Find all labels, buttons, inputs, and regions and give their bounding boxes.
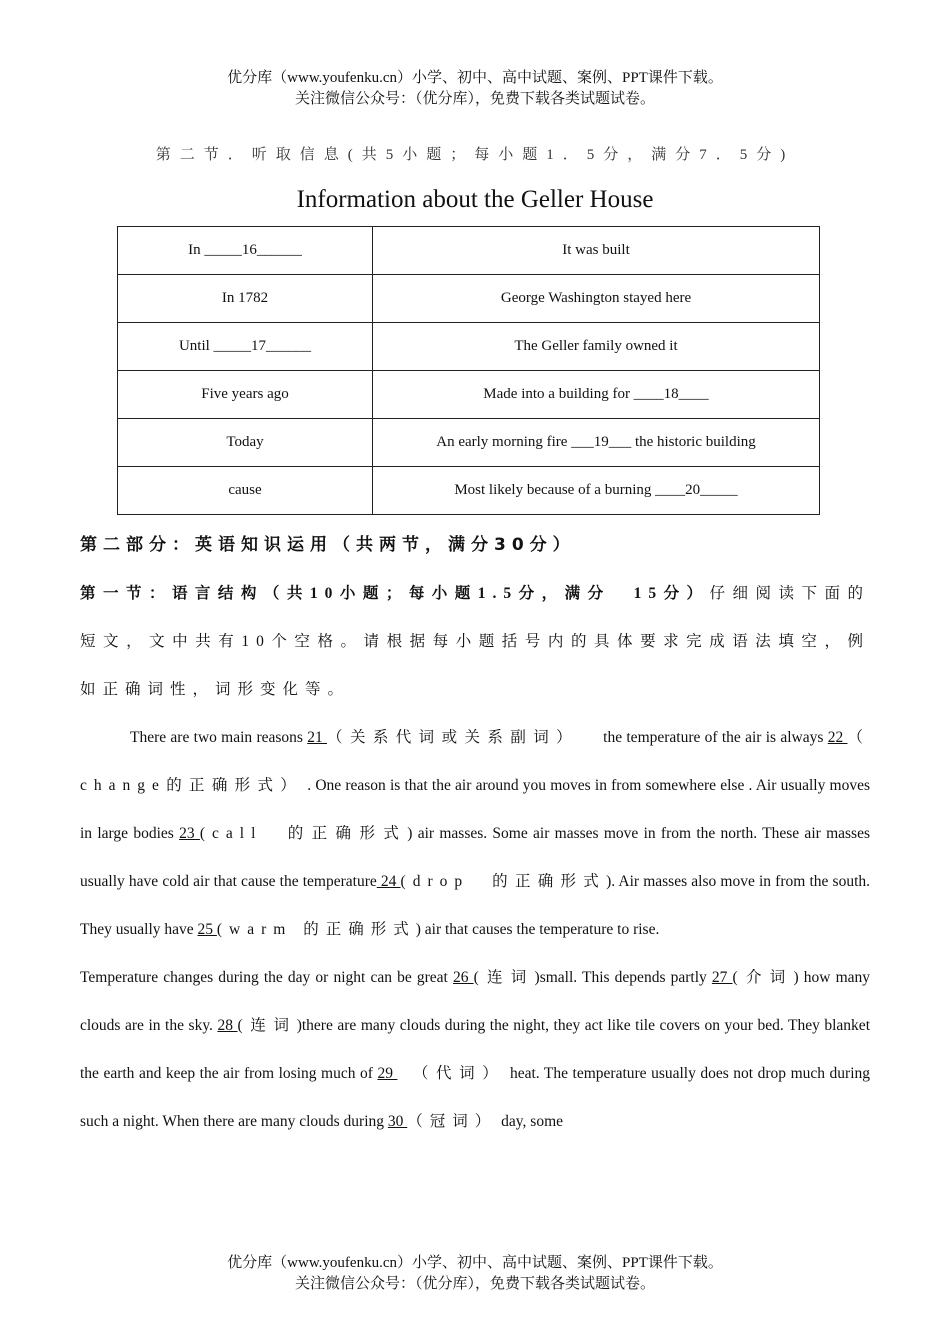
text: ) air masses. Some air masses move in from the north. These air masses usually have cold air that cause the temperature	[80, 825, 870, 890]
blank-22: 22	[827, 729, 848, 746]
page-header	[0, 68, 950, 110]
table-cell: In _____16______	[118, 227, 373, 275]
table-cell: The Geller family owned it	[373, 323, 820, 371]
paragraph-2	[80, 954, 870, 1146]
text: ) how many clouds are in the sky.	[80, 969, 871, 1034]
instructions-text: 仔细阅读下面的短文，文中共有10个空格。请根据每小题括号内的具体要求完成语法填空，例如正确词性，词形变化等。	[80, 585, 870, 698]
table-cell: Until _____17______	[118, 323, 373, 371]
hint-27: (介词	[732, 969, 794, 986]
table-row	[118, 323, 820, 371]
text: )small. This depends partly	[534, 969, 712, 986]
section-2-heading: 第二节．听取信息(共5小题；每小题1．5分，满分7．5分)	[155, 147, 795, 163]
section-1-heading: 第一节：语言结构（共10小题；每小题1.5分，满分 15分）	[80, 585, 710, 602]
hint-24: (drop 的正确形式	[400, 873, 607, 890]
text: Temperature changes during the day or night can be great	[80, 969, 453, 986]
table-cell: Five years ago	[118, 371, 373, 419]
hint-25: (warm 的正确形式	[216, 921, 416, 938]
text: There are two main reasons	[130, 729, 308, 746]
header-line-2: 关注微信公众号：（优分库），免费下载各类试题试卷。	[294, 91, 655, 107]
hint-22: （ change的正确形式）	[80, 729, 871, 794]
paragraph-1	[80, 714, 870, 954]
table-cell: cause	[118, 467, 373, 515]
text: the temperature of the air is always	[571, 729, 828, 746]
table-title: Information about the Geller House	[296, 186, 654, 213]
text: heat. The temperature usually does not drop much during such a night. When there are many clouds during	[80, 1065, 870, 1130]
hint-23: (call 的正确形式	[199, 825, 408, 842]
blank-28: 28	[217, 1017, 238, 1034]
section-1-instructions	[80, 570, 870, 714]
hint-30: （冠词）	[407, 1113, 498, 1130]
blank-29: 29	[377, 1065, 398, 1082]
blank-27: 27	[711, 969, 733, 986]
footer-line-1: 优分库（www.youfenku.cn）小学、初中、高中试题、案例、PPT课件下载。	[227, 1255, 723, 1271]
page-footer	[0, 1253, 950, 1295]
header-line-1: 优分库（www.youfenku.cn）小学、初中、高中试题、案例、PPT课件下载。	[227, 70, 723, 86]
blank-23: 23	[179, 825, 200, 842]
text: . One reason is that the air around you moves in from somewhere else . Air usually moves in large bodies	[80, 777, 870, 842]
text: )there are many clouds during the night, they act like tile covers on your bed. They blanket the earth and keep the air from losing much of	[80, 1017, 870, 1082]
table-cell: An early morning fire ___19___ the historic building	[373, 419, 820, 467]
text: ). Air masses also move in from the south. They usually have	[80, 873, 871, 938]
footer-line-2: 关注微信公众号：（优分库），免费下载各类试题试卷。	[294, 1276, 655, 1292]
table-cell: In 1782	[118, 275, 373, 323]
hint-28: (连词	[237, 1017, 297, 1034]
table-cell: Today	[118, 419, 373, 467]
blank-30: 30	[387, 1113, 408, 1130]
blank-24: 24	[376, 873, 401, 890]
table-cell: It was built	[373, 227, 820, 275]
blank-21: 21	[307, 729, 328, 746]
text: ) air that causes the temperature to rise.	[415, 921, 660, 938]
table-row	[118, 275, 820, 323]
hint-26: (连词	[473, 969, 535, 986]
table-cell: Made into a building for ____18____	[373, 371, 820, 419]
text: day, some	[497, 1113, 564, 1130]
table-cell: George Washington stayed here	[373, 275, 820, 323]
table-cell: Most likely because of a burning ____20_____	[373, 467, 820, 515]
hint-21: （关系代词或关系副词）	[327, 729, 572, 746]
table-row	[118, 371, 820, 419]
hint-29: （代词）	[397, 1065, 506, 1082]
info-table	[117, 226, 820, 515]
table-row	[118, 467, 820, 515]
blank-25: 25	[197, 921, 217, 938]
passage	[80, 570, 870, 1146]
part-2-heading: 第二部分：英语知识运用（共两节，满分30分）	[80, 535, 576, 555]
blank-26: 26	[452, 969, 474, 986]
table-row	[118, 419, 820, 467]
table-row	[118, 227, 820, 275]
